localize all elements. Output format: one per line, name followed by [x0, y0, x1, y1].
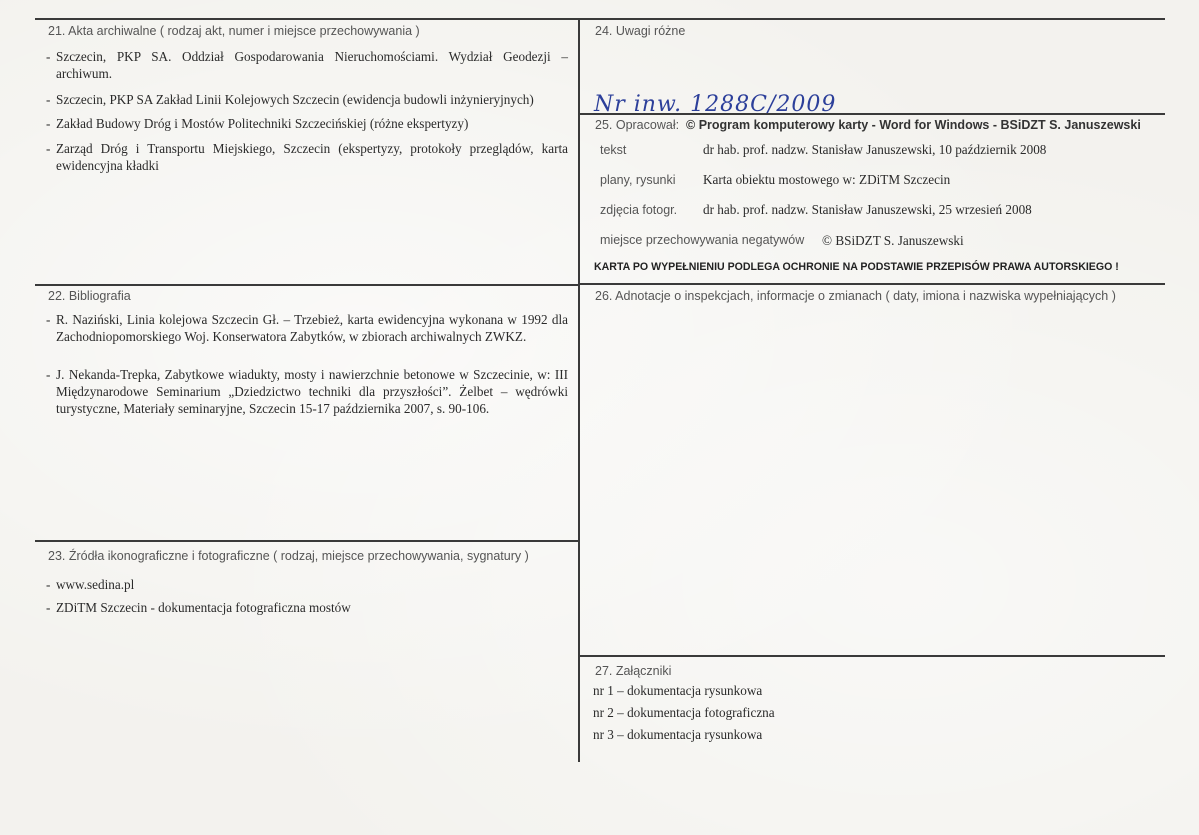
divider-26-27: [578, 655, 1165, 657]
divider-21-22: [35, 284, 578, 286]
column-divider: [578, 18, 580, 762]
row-value-photos: dr hab. prof. nadzw. Stanisław Januszewski, 25 wrzesień 2008: [703, 202, 1032, 217]
row-label-photos: zdjęcia fotogr.: [600, 203, 678, 217]
row-label-plans: plany, rysunki: [600, 173, 676, 187]
section-21-item: - Zarząd Dróg i Transportu Miejskiego, Szczecin (ekspertyzy, protokoły przeglądów, karta ewidencyjna kładki: [46, 141, 568, 173]
divider-22-23: [35, 540, 578, 542]
section-22-item: - J. Nekanda-Trepka, Zabytkowe wiadukty, mosty i nawierzchnie betonowe w Szczecinie, w: III Międzynarodowe Seminarium „Dziedzictwo techniki dla przyszłości”. Żelbet – wędrówki turystyczne, Materiały seminaryjne, Szczecin 15-17 października 2007, s. 90-106.: [46, 367, 568, 416]
attachment-item: nr 2 – dokumentacja fotograficzna: [593, 705, 775, 720]
section-21-item: - Zakład Budowy Dróg i Mostów Politechniki Szczecińskiej (różne ekspertyzy): [46, 116, 469, 131]
inventory-number-handwritten: Nr inw. 1288C/2009: [594, 92, 837, 117]
section-21-item: - Szczecin, PKP SA. Oddział Gospodarowania Nieruchomościami. Wydział Geodezji – archiwum.: [46, 49, 568, 81]
section-23-item: - ZDiTM Szczecin - dokumentacja fotograficzna mostów: [46, 600, 351, 615]
row-value-negatives: © BSiDZT S. Januszewski: [822, 233, 964, 248]
row-label-negatives: miejsce przechowywania negatywów: [600, 233, 805, 247]
copyright-warning: KARTA PO WYPEŁNIENIU PODLEGA OCHRONIE NA PODSTAWIE PRZEPISÓW PRAWA AUTORSKIEGO !: [594, 261, 1119, 273]
program-credit: © Program komputerowy karty - Word for Windows - BSiDZT S. Januszewski: [686, 118, 1141, 132]
section-26-heading: 26. Adnotacje o inspekcjach, informacje o zmianach ( daty, imiona i nazwiska wypełniających ): [595, 289, 1116, 303]
row-label-text: tekst: [600, 143, 627, 157]
row-value-text: dr hab. prof. nadzw. Stanisław Januszewski, 10 październik 2008: [703, 142, 1047, 157]
section-23-heading: 23. Źródła ikonograficzne i fotograficzne ( rodzaj, miejsce przechowywania, sygnatury ): [48, 549, 529, 563]
section-25-heading: 25. Opracował: © Program komputerowy karty - Word for Windows - BSiDZT S. Januszewski: [595, 118, 1141, 132]
section-24-heading: 24. Uwagi różne: [595, 24, 686, 38]
section-22-heading: 22. Bibliografia: [48, 289, 131, 303]
section-21-heading: 21. Akta archiwalne ( rodzaj akt, numer i miejsce przechowywania ): [48, 24, 420, 38]
divider-25-26: [578, 283, 1165, 285]
row-value-plans: Karta obiektu mostowego w: ZDiTM Szczecin: [703, 172, 951, 187]
section-23-item: - www.sedina.pl: [46, 577, 135, 592]
section-21-item: - Szczecin, PKP SA Zakład Linii Kolejowych Szczecin (ewidencja budowli inżynieryjnych): [46, 92, 534, 107]
top-border: [35, 18, 1165, 20]
section-22-item: - R. Naziński, Linia kolejowa Szczecin Gł. – Trzebież, karta ewidencyjna wykonana w 1992 dla Zachodniopomorskiego Woj. Konserwatora Zabytków, w zbiorach archiwalnych ZWKZ.: [46, 312, 568, 344]
section-27-heading: 27. Załączniki: [595, 664, 672, 678]
attachment-item: nr 1 – dokumentacja rysunkowa: [593, 683, 763, 698]
attachment-item: nr 3 – dokumentacja rysunkowa: [593, 727, 763, 742]
